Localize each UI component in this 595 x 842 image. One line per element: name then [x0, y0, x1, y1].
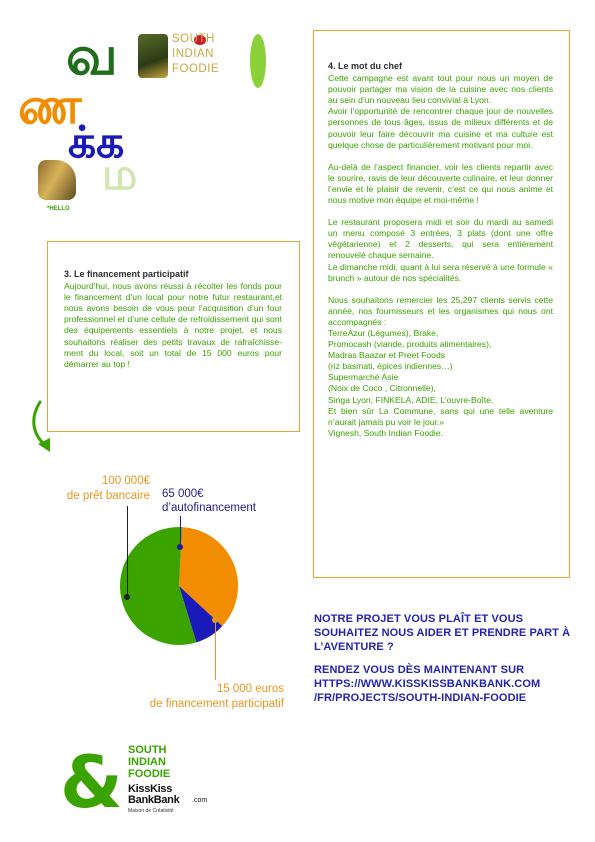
chef-paragraph-1: Cette campagne est avant tout pour nous un moyen de pouvoir partager ma vision de la cuisine avec nos clients au sein d’un nouveau lieu convivial à Lyon. — [328, 73, 553, 106]
chef-supplier-6: (Noix de Coco , Citronnelle), — [328, 383, 436, 394]
chef-supplier-2: Promocash (viande, produits alimentaires), — [328, 339, 492, 350]
chef-paragraph-3: Au-delà de l’aspect financier, voir les clients repartir avec le sourire, ravis de leur découverte culinaire, et leur donner l’envie et le plaisir de revenir, c’est ce qui nous anime et nous motive mon équipe et moi-même ! — [328, 161, 553, 206]
kkbb-name: KissKiss BankBank — [128, 783, 180, 806]
brand-name-top: SOUTH INDIAN FOODIE — [172, 33, 220, 75]
dot-bank-loan — [124, 594, 130, 600]
label-bank-loan: 100 000€ de prêt bancaire — [66, 475, 150, 502]
chef-supplier-1: TerreAzur (Légumes), Brake, — [328, 327, 439, 338]
chef-signature: Vignesh, South Indian Foodie. — [328, 427, 443, 438]
chef-paragraph-5: Le dimanche midi, quant à lui sera réservé à une formule « brunch » autour de nos spécialités. — [328, 261, 553, 283]
tamil-glyph-1: வ — [66, 24, 118, 87]
financing-body: Aujourd’hui, nous avons réussi à récolter les fonds pour le financement d’un local pour notre futur restaurant,et nous avons besoin de vous pour l’acquisition d’un four professionnel et d’une cellule de refroidissement qui sont des équipements essentiels à notre projet, et nous souhaitons réaliser des petits travaux de rafraîchisse-ment du local, soit un total de 15 000 euros pour démarrer au top ! — [64, 281, 282, 369]
tamil-glyph-3: க்க — [68, 117, 125, 168]
brand-logo-top — [172, 32, 272, 92]
photo-tile-1 — [138, 34, 168, 78]
dot-crowdfunding — [212, 617, 218, 623]
label-self-funding: 65 000€ d’autofinancement — [162, 488, 256, 514]
photo-tile-2 — [38, 160, 76, 200]
hello-caption: *HELLO — [47, 206, 70, 212]
chef-supplier-5: Supermarché Asie — [328, 372, 399, 383]
tamil-glyph-4: ம — [102, 149, 138, 200]
leaf-icon — [250, 34, 266, 88]
chef-supplier-3: Madras Baazar et Preet Foods — [328, 350, 446, 361]
financing-text — [64, 269, 282, 370]
chef-heading: 4. Le mot du chef — [328, 61, 403, 71]
chef-text — [328, 61, 553, 439]
chef-paragraph-2: Avoir l’opportunité de rencontrer chaque jour de nouvelles personnes de tous âges, issus de milieux différents et de pouvoir leur faire découvrir ma cuisine et ma culture est quelque chose de particulièrement motivant pour moi. — [328, 106, 553, 150]
chef-thanks: Et bien sûr La Commune, sans qui une telle aventure n’aurait jamais pu voir le jour.» — [328, 405, 553, 427]
kkbb-tagline: Maison de Créativité — [128, 808, 174, 814]
footer-logo — [60, 740, 230, 824]
leader-crowdfunding — [215, 620, 216, 680]
ampersand-icon: & — [60, 740, 123, 824]
label-crowdfunding: 15 000 euros de financement participatif — [149, 683, 284, 710]
cta-link[interactable]: RENDEZ VOUS DÈS MAINTENANT SUR HTTPS://WWW.KISSKISSBANKBANK.COM /FR/PROJECTS/SOUTH-INDIAN-FOODIE — [314, 664, 541, 704]
leader-bank-loan — [127, 506, 128, 596]
chef-paragraph-6: Nous souhaitons remercier les 25,297 clients servis cette année, nos fournisseurs et les organismes qui nous ont accompagnés : — [328, 294, 553, 327]
tamil-glyph-2: ண — [18, 77, 82, 135]
curved-arrow-icon — [28, 400, 68, 462]
tamil-logo-collage — [18, 24, 168, 208]
cta-question: NOTRE PROJET VOUS PLAÎT ET VOUS SOUHAITEZ NOUS AIDER ET PRENDRE PART À L’AVENTURE ? — [314, 613, 571, 653]
footer-brand-name: SOUTH INDIAN FOODIE — [128, 744, 171, 780]
chef-paragraph-4: Le restaurant proposera midi et soir du mardi au samedi un menu composé 3 entrées, 3 plats (dont une offre végétarienne) et 2 desserts, qui sera entièrement renouvelé chaque semaine. — [328, 217, 553, 261]
chef-supplier-4: (riz basmati, épices indiennes…) — [328, 361, 453, 372]
chef-supplier-7: Singa Lyon, FINKELA, ADIE, L’ouvre-Boîte. — [328, 394, 494, 405]
kkbb-dotcom: .com — [192, 797, 208, 804]
financing-heading: 3. Le financement participatif — [64, 269, 189, 279]
dot-self-funding — [177, 544, 183, 550]
leader-self-funding — [180, 516, 181, 546]
